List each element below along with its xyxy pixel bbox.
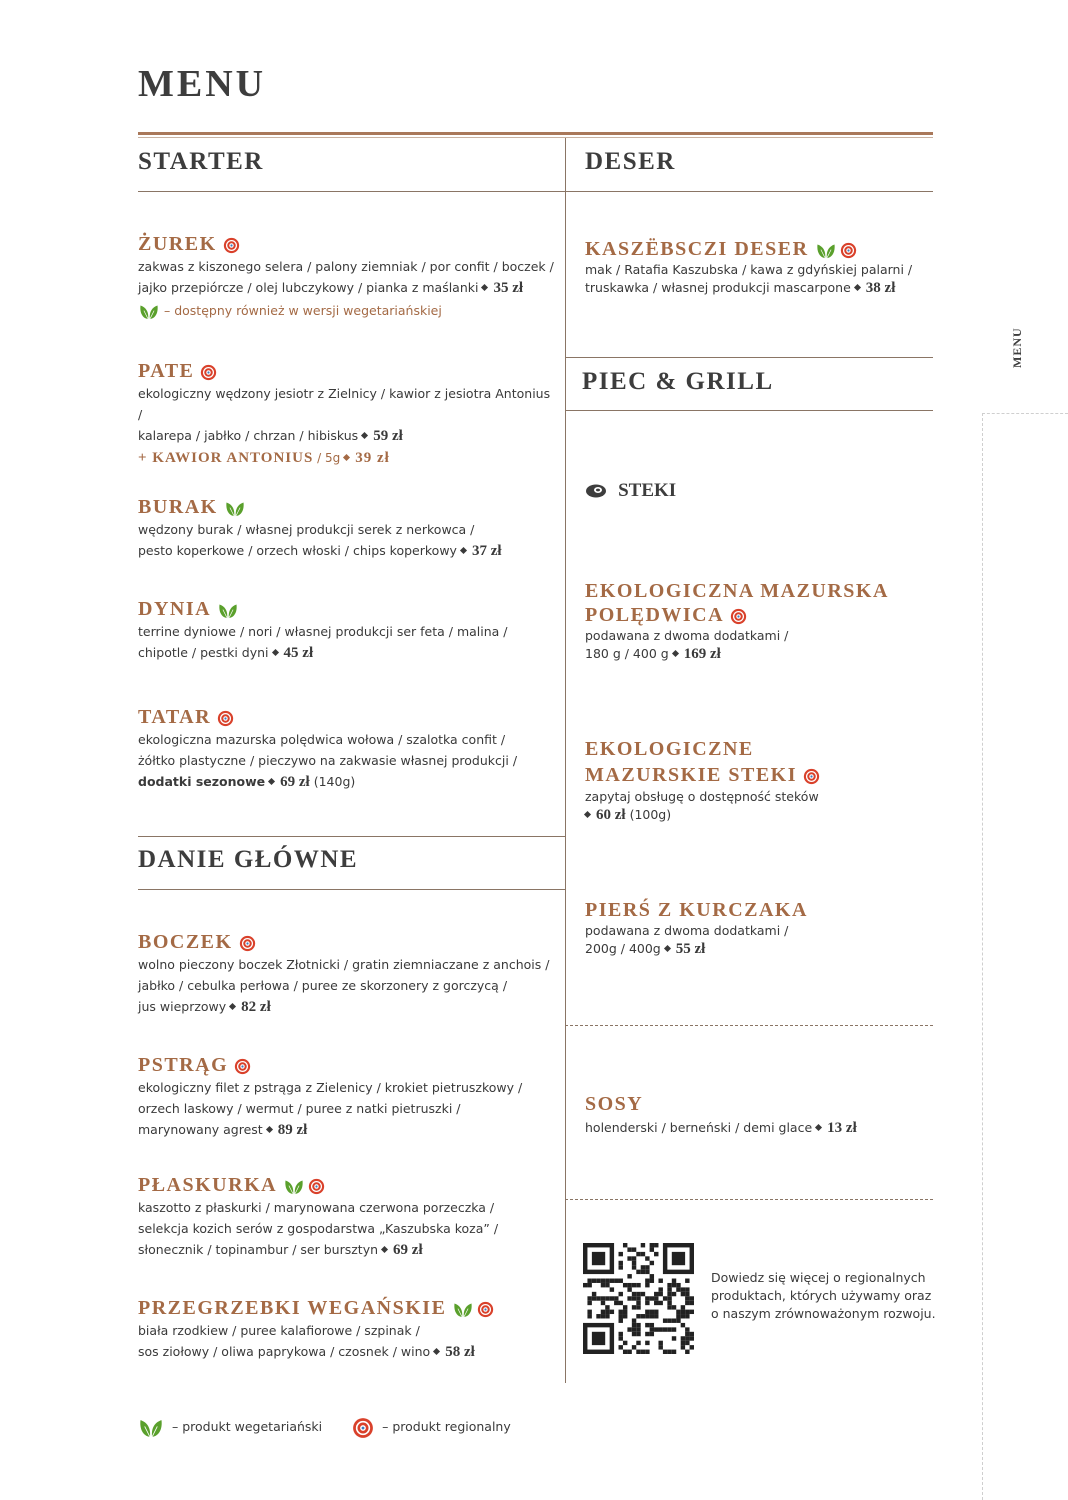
subsection-steki (585, 480, 676, 502)
legend-regional: – produkt regionalny (382, 1419, 511, 1434)
dish-price: 38 zł (865, 280, 896, 296)
legend (138, 1416, 511, 1439)
dish-desc: marynowany agrest (138, 1122, 263, 1137)
regional-flower-icon (239, 935, 256, 952)
dish-name: ŻUREK (138, 233, 217, 255)
dish-desc: jus wieprzowy (138, 999, 227, 1014)
section-sosy: SOSY (585, 1093, 644, 1115)
divider (138, 836, 565, 837)
dish-desc: sos ziołowy / oliwa paprykowa / czosnek / wino (138, 1344, 431, 1359)
qr-text-line: o naszym zrównoważonym rozwoju. (711, 1306, 936, 1321)
divider (565, 410, 933, 411)
dish-price: 45 zł (283, 645, 314, 661)
dish-price: 60 zł (596, 807, 626, 823)
dish-plaskurka (138, 1173, 558, 1261)
leaf-icon (217, 602, 239, 619)
dish-pstrag (138, 1053, 558, 1141)
dish-name: POLĘDWICA (585, 604, 725, 626)
side-tab-label: MENU (1010, 327, 1024, 368)
dish-desc: słonecznik / topinambur / ser bursztyn (138, 1242, 379, 1257)
divider (138, 191, 565, 192)
dish-price: 55 zł (675, 941, 706, 957)
dish-zurek (138, 232, 558, 321)
dish-name: MAZURSKIE STEKI (585, 764, 797, 786)
legend-veg: – produkt wegetariański (171, 1419, 323, 1434)
title-rule-thin (138, 137, 933, 138)
dish-desc: podawana z dwoma dodatkami / (585, 923, 789, 938)
regional-flower-icon (840, 242, 857, 259)
qr-code[interactable] (583, 1243, 694, 1354)
dish-piers (585, 898, 930, 958)
dish-name: PIERŚ Z KURCZAKA (585, 899, 808, 921)
dish-desc: jajko przepiórcze / olej lubczykowy / pianka z maślanki (138, 280, 479, 295)
dish-desc: wędzony burak / własnej produkcji serek z nerkowca / (138, 522, 475, 537)
regional-flower-icon (477, 1301, 494, 1318)
dish-pate (138, 359, 558, 467)
dish-desc: podawana z dwoma dodatkami / (585, 628, 789, 643)
dish-desc: kalarepa / jabłko / chrzan / hibiskus (138, 428, 359, 443)
addon-name: + KAWIOR ANTONIUS (138, 450, 314, 466)
sosy-price: 13 zł (827, 1120, 857, 1136)
section-deser: DESER (585, 148, 676, 175)
dish-desc: 200g / 400g (585, 941, 661, 956)
leaf-icon (283, 1178, 305, 1195)
dish-desc: pesto koperkowe / orzech włoski / chips koperkowy (138, 543, 457, 558)
dish-desc: chipotle / pestki dyni (138, 645, 269, 660)
dish-name: TATAR (138, 706, 212, 728)
dish-desc: zakwas z kiszonego selera / palony ziemniak / por confit / boczek / (138, 259, 554, 274)
dish-price: 89 zł (277, 1122, 308, 1138)
addon-price: 39 zł (355, 450, 390, 466)
veg-note: – dostępny również w wersji wegetariańskiej (163, 303, 442, 318)
section-danie-glowne: DANIE GŁÓWNE (138, 846, 359, 873)
dish-desc: biała rzodkiew / puree kalafiorowe / szpinak / (138, 1323, 420, 1338)
dish-name: PRZEGRZEBKI WEGAŃSKIE (138, 1297, 447, 1319)
regional-flower-icon (217, 710, 234, 727)
divider-dashed (565, 1025, 933, 1026)
dish-desc: ekologiczny filet z pstrąga z Zielenicy / krokiet pietruszkowy / (138, 1080, 523, 1095)
dish-weight: (100g) (629, 807, 672, 822)
dish-price: 59 zł (373, 428, 403, 444)
page-edge-dashed (982, 413, 983, 1500)
dish-desc: dodatki sezonowe (138, 774, 266, 789)
qr-text-line: produktach, których używamy oraz (711, 1288, 932, 1303)
dish-name: KASZËBSCZI DESER (585, 238, 809, 260)
section-starter: STARTER (138, 148, 264, 175)
dish-price: 35 zł (493, 280, 524, 296)
regional-flower-icon (200, 364, 217, 381)
dish-burak (138, 495, 558, 562)
divider (565, 357, 933, 358)
leaf-icon (138, 303, 160, 320)
title-rule (138, 132, 933, 135)
dish-price: 58 zł (445, 1344, 475, 1360)
regional-flower-icon (308, 1178, 325, 1195)
divider-dashed (565, 1199, 933, 1200)
dish-weight: (140g) (313, 774, 356, 789)
dish-przegrzebki (138, 1296, 558, 1363)
dish-price: 37 zł (471, 543, 502, 559)
section-piec-grill: PIEC & GRILL (582, 368, 774, 395)
leaf-icon (815, 242, 837, 259)
dish-desc: wolno pieczony boczek Złotnicki / gratin ziemniaczane z anchois / (138, 957, 550, 972)
dish-name: PSTRĄG (138, 1054, 229, 1076)
dish-price: 169 zł (683, 646, 721, 662)
sosy-block (585, 1092, 930, 1137)
dish-steki (585, 736, 930, 824)
dish-boczek (138, 930, 558, 1018)
dish-name: PŁASKURKA (138, 1174, 278, 1196)
dish-poledwica (585, 579, 930, 663)
dish-name: PATE (138, 360, 195, 382)
sosy-desc: holenderski / berneński / demi glace (585, 1120, 813, 1135)
dish-price: 69 zł (280, 774, 310, 790)
dish-price: 69 zł (393, 1242, 423, 1258)
dish-desc: jabłko / cebulka perłowa / puree ze skorzonery z gorczycą / (138, 978, 508, 993)
steki-label: STEKI (618, 480, 677, 501)
dish-desc: orzech laskowy / wermut / puree z natki pietruszki / (138, 1101, 461, 1116)
dish-desc: 180 g / 400 g (585, 646, 669, 661)
dish-desc: ekologiczny wędzony jesiotr z Zielnicy / kawior z jesiotra Antonius / (138, 386, 551, 422)
dish-desc: ekologiczna mazurska polędwica wołowa / szalotka confit / (138, 732, 506, 747)
addon-qty: / 5g (313, 451, 341, 465)
dish-desc: terrine dyniowe / nori / własnej produkcji ser feta / malina / (138, 624, 508, 639)
dish-price: 82 zł (241, 999, 271, 1015)
dish-name: BOCZEK (138, 931, 233, 953)
qr-text-line: Dowiedz się więcej o regionalnych (711, 1270, 926, 1285)
dish-desc: zapytaj obsługę o dostępność steków (585, 789, 819, 804)
regional-flower-icon (234, 1058, 251, 1075)
steak-icon (585, 483, 607, 499)
divider (138, 889, 565, 890)
leaf-icon (452, 1301, 474, 1318)
column-divider (565, 138, 566, 1383)
dish-dynia (138, 597, 558, 664)
dish-desc: mak / Ratafia Kaszubska / kawa z gdyńskiej palarni / (585, 262, 913, 277)
qr-text (711, 1269, 941, 1323)
page-edge-dashed (982, 413, 1068, 414)
dish-name: EKOLOGICZNE (585, 738, 754, 760)
divider (565, 191, 933, 192)
dish-name: EKOLOGICZNA MAZURSKA (585, 580, 889, 602)
dish-desc: kaszotto z płaskurki / marynowana czerwona porzeczka / (138, 1200, 495, 1215)
dish-desc: żółtko plastyczne / pieczywo na zakwasie własnej produkcji / (138, 753, 518, 768)
regional-flower-icon (730, 608, 747, 625)
page-title: MENU (138, 63, 267, 105)
dish-name: BURAK (138, 496, 218, 518)
regional-flower-icon (352, 1417, 374, 1439)
dish-desc: truskawka / własnej produkcji mascarpone (585, 280, 851, 295)
regional-flower-icon (803, 768, 820, 785)
leaf-icon (224, 500, 246, 517)
dish-name: DYNIA (138, 598, 212, 620)
dish-desc: selekcja kozich serów z gospodarstwa „Kaszubska koza” / (138, 1221, 499, 1236)
dish-tatar (138, 705, 558, 793)
leaf-icon (138, 1417, 164, 1438)
dish-kaszebsczi (585, 237, 930, 297)
regional-flower-icon (223, 237, 240, 254)
